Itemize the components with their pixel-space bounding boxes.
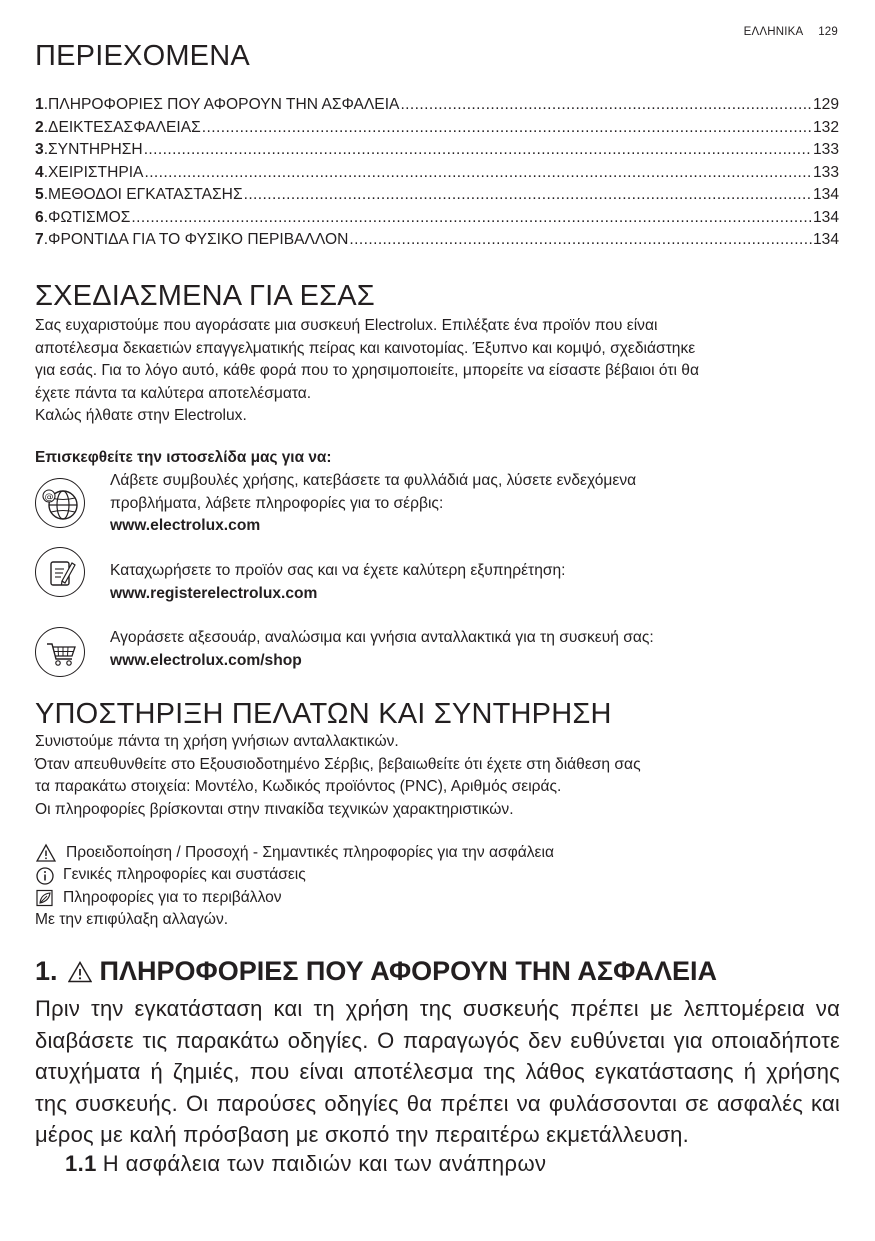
toc-item-label: ΔΕΙΚΤΕΣΑΣΦΑΛΕΙΑΣ	[48, 118, 201, 136]
legend-info-text: Γενικές πληροφορίες και συστάσεις	[63, 866, 306, 884]
toc-leader-dots	[144, 164, 812, 182]
subsection-heading	[65, 1151, 840, 1177]
safety-title	[35, 956, 840, 987]
warning-triangle-icon	[68, 961, 92, 983]
toc-item[interactable]: 3 . ΣΥΝΤΗΡΗΣΗ ..... 133	[35, 141, 839, 164]
toc-item[interactable]: 6 . ΦΩΤΙΣΜΟΣ ..... 134	[35, 209, 839, 232]
visit-text-line: Καταχωρήσετε το προϊόν σας και να έχετε καλύτερη εξυπηρέτηση:	[110, 562, 566, 579]
support-title: ΥΠΟΣΤΗΡΙΞΗ ΠΕΛΑΤΩΝ ΚΑΙ ΣΥΝΤΗΡΗΣΗ	[35, 698, 612, 730]
register-website-link[interactable]: www.registerelectrolux.com	[110, 584, 318, 602]
table-of-contents	[35, 96, 839, 254]
symbol-legend	[35, 842, 554, 932]
legend-environment-text: Πληροφορίες για το περιβάλλον	[63, 888, 282, 906]
toc-leader-dots	[244, 186, 812, 204]
support-line: Συνιστούμε πάντα τη χρήση γνήσιων ανταλλακτικών.	[35, 733, 399, 750]
safety-section-number: 1.	[35, 956, 58, 986]
contents-title: ΠΕΡΙΕΧΟΜΕΝΑ	[35, 40, 250, 72]
toc-item-label: ΧΕΙΡΙΣΤΗΡΙΑ	[48, 163, 144, 181]
toc-leader-dots	[131, 209, 812, 227]
designed-line: Σας ευχαριστούμε που αγοράσατε μια συσκευή Electrolux. Επιλέξατε ένα προϊόν που είναι	[35, 317, 658, 334]
legend-warning-text: Προειδοποίηση / Προσοχή - Σημαντικές πληροφορίες για την ασφάλεια	[66, 844, 554, 861]
language-label: ΕΛΛΗΝΙΚΑ	[743, 26, 803, 38]
toc-item-label: ΦΡΟΝΤΙΔΑ ΓΙΑ ΤΟ ΦΥΣΙΚΟ ΠΕΡΙΒΑΛΛΟΝ	[48, 231, 349, 248]
register-pen-icon	[35, 547, 85, 597]
electrolux-website-link[interactable]: www.electrolux.com	[110, 517, 261, 535]
toc-item-page: 133	[812, 141, 839, 158]
customer-support-section	[35, 698, 840, 821]
toc-item[interactable]: 1 . ΠΛΗΡΟΦΟΡΙΕΣ ΠΟΥ ΑΦΟΡΟΥΝ ΤΗΝ ΑΣΦΑΛΕΙΑ ..... 129	[35, 96, 839, 119]
support-line: Οι πληροφορίες βρίσκονται στην πινακίδα τεχνικών χαρακτηριστικών.	[35, 800, 514, 818]
toc-item-label: ΣΥΝΤΗΡΗΣΗ	[48, 141, 143, 158]
visit-website-label: Επισκεφθείτε την ιστοσελίδα μας για να:	[35, 449, 332, 466]
toc-item-number: 4	[35, 163, 44, 181]
support-line: τα παρακάτω στοιχεία: Μοντέλο, Κωδικός προϊόντος (PNC), Αριθμός σειράς.	[35, 778, 562, 796]
toc-leader-dots	[400, 96, 812, 114]
toc-item-number: 7	[35, 231, 44, 248]
toc-item-page: 134	[812, 231, 839, 248]
toc-item-number: 5	[35, 186, 44, 203]
designed-title: ΣΧΕΔΙΑΣΜΕΝΑ ΓΙΑ ΕΣΑΣ	[35, 280, 375, 312]
toc-leader-dots	[202, 119, 812, 137]
safety-body: Πριν την εγκατάσταση και τη χρήση της συσκευής πρέπει με λεπτομέρεια να διαβάσετε τις παρακάτω οδηγίες. Ο παραγωγός δεν ευθύνεται για οποιαδήποτε ατυχήματα ή ζημιές, που είναι αποτέλεσμα της λάθος εγκατάστασης ή χρήσης της συσκευής. Οι παρούσες οδηγίες θα πρέπει να φυλάσσονται σε ασφαλές και μέρος με καλή πρόσβαση με σκοπό την περαιτέρω εκμετάλλευση.	[35, 996, 840, 1148]
designed-line: Καλώς ήλθατε στην Electrolux.	[35, 407, 247, 425]
toc-item-number: 6	[35, 208, 44, 226]
toc-item-label: ΜΕΘΟΔΟΙ ΕΓΚΑΤΑΣΤΑΣΗΣ	[48, 186, 243, 203]
page-header	[744, 26, 838, 38]
shop-website-link[interactable]: www.electrolux.com/shop	[110, 651, 302, 669]
toc-item[interactable]: 2 . ΔΕΙΚΤΕΣΑΣΦΑΛΕΙΑΣ ..... 132	[35, 119, 839, 142]
page-number: 129	[818, 26, 838, 38]
legend-note: Με την επιφύλαξη αλλαγών.	[35, 911, 229, 929]
toc-item-page: 129	[812, 96, 839, 113]
support-line: Όταν απευθυνθείτε στο Εξουσιοδοτημένο Σέρβις, βεβαιωθείτε ότι έχετε στη διάθεση σας	[35, 755, 641, 773]
environment-leaf-icon	[35, 888, 55, 908]
toc-item-page: 134	[812, 186, 839, 203]
toc-item-label: ΦΩΤΙΣΜΟΣ	[48, 208, 131, 226]
toc-item-number: 1	[35, 96, 44, 113]
svg-text:@: @	[44, 492, 54, 503]
toc-item-number: 2	[35, 118, 44, 136]
designed-line: αποτέλεσμα δεκαετιών επαγγελματικής πείρας και καινοτομίας. Έξυπνο και κομψό, σχεδιάστηκε	[35, 339, 696, 357]
subsection-title: Η ασφάλεια των παιδιών και των ανάπηρων	[102, 1150, 547, 1176]
toc-item-page: 133	[812, 163, 839, 181]
toc-item-page: 132	[812, 118, 839, 136]
designed-line: για εσάς. Για το λόγο αυτό, κάθε φορά που το χρησιμοποιείτε, μπορείτε να είσαστε βέβαιοι ότι θα	[35, 362, 699, 380]
warning-triangle-icon	[36, 843, 56, 863]
info-circle-icon	[35, 866, 55, 886]
toc-item[interactable]: 7 . ΦΡΟΝΤΙΔΑ ΓΙΑ ΤΟ ΦΥΣΙΚΟ ΠΕΡΙΒΑΛΛΟΝ ..... 134	[35, 231, 839, 254]
toc-leader-dots	[144, 141, 812, 159]
web-globe-icon	[35, 478, 85, 528]
toc-item[interactable]: 4 . ΧΕΙΡΙΣΤΗΡΙΑ ..... 133	[35, 164, 839, 187]
safety-section	[35, 956, 840, 1177]
designed-line: έχετε πάντα τα καλύτερα αποτελέσματα.	[35, 384, 312, 402]
toc-item-number: 3	[35, 141, 44, 158]
legend-row-environment	[35, 887, 554, 909]
designed-for-you-section	[35, 280, 840, 428]
legend-row-warning	[35, 842, 554, 864]
visit-text-line: Αγοράσετε αξεσουάρ, αναλώσιμα και γνήσια ανταλλακτικά για τη συσκευή σας:	[110, 629, 654, 646]
shopping-cart-icon	[35, 627, 85, 677]
visit-text-line: προβλήματα, λάβετε πληροφορίες για το σέρβις:	[110, 494, 444, 512]
safety-title-text: ΠΛΗΡΟΦΟΡΙΕΣ ΠΟΥ ΑΦΟΡΟΥΝ ΤΗΝ ΑΣΦΑΛΕΙΑ	[99, 956, 718, 986]
visit-text-line: Λάβετε συμβουλές χρήσης, κατεβάσετε τα φυλλάδιά μας, λύσετε ενδεχόμενα	[110, 472, 637, 489]
subsection-number: 1.1	[65, 1150, 97, 1176]
toc-leader-dots	[349, 231, 812, 249]
legend-row-info	[35, 864, 554, 886]
toc-item-page: 134	[812, 208, 839, 226]
toc-item[interactable]: 5 . ΜΕΘΟΔΟΙ ΕΓΚΑΤΑΣΤΑΣΗΣ ..... 134	[35, 186, 839, 209]
toc-item-label: ΠΛΗΡΟΦΟΡΙΕΣ ΠΟΥ ΑΦΟΡΟΥΝ ΤΗΝ ΑΣΦΑΛΕΙΑ	[48, 96, 400, 113]
